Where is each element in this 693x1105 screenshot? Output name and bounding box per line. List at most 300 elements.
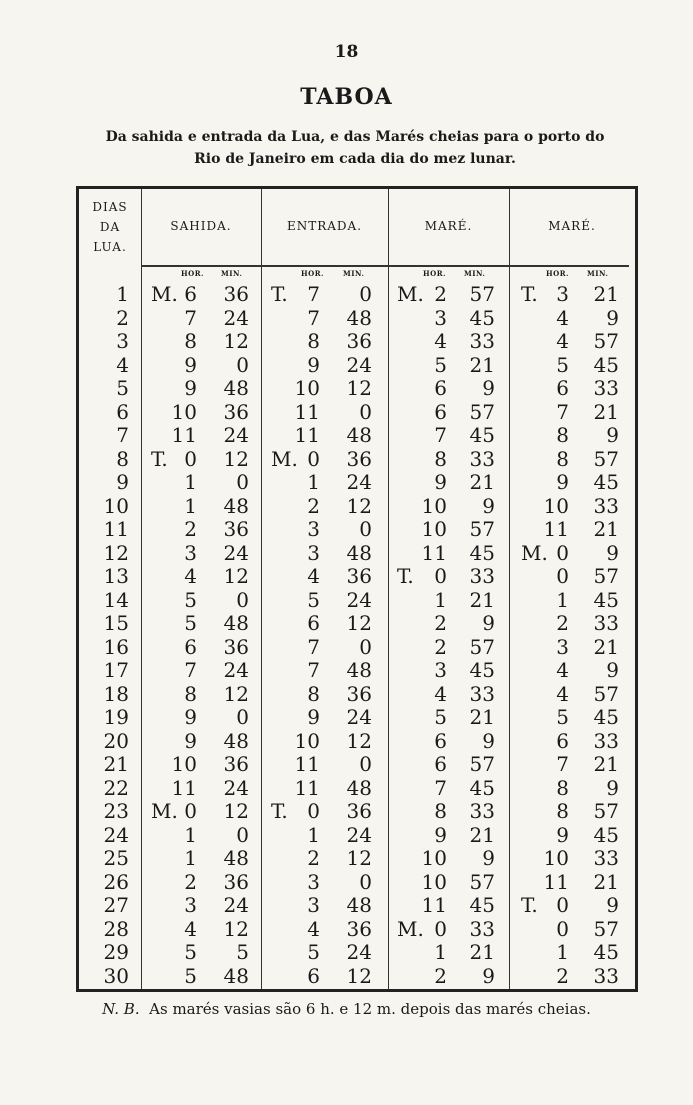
- e-hour-cell: 1: [307, 822, 320, 847]
- m1-minute-cell: 9: [482, 611, 495, 635]
- s-minute-cell: 24: [223, 540, 249, 565]
- day-cell: 30: [103, 963, 129, 988]
- m2-hour-cell: 1: [556, 940, 569, 964]
- day-cell: 19: [103, 705, 129, 729]
- m1-minute-cell: 9: [482, 728, 495, 753]
- s-hour-cell: 4: [184, 564, 197, 588]
- s-minute-cell: 0: [236, 352, 249, 377]
- m2-hour-cell: 10: [543, 493, 569, 518]
- table-row: [79, 777, 635, 800]
- e-hour-cell: 4: [307, 564, 320, 588]
- day-cell: 23: [103, 799, 129, 823]
- s-hour-cell: 1: [184, 470, 197, 494]
- s-hour-cell: 10: [171, 752, 197, 776]
- e-meridiem-cell: T.: [271, 799, 288, 823]
- m2-minute-cell: 33: [593, 963, 619, 988]
- header-mare-1: MARÉ.: [424, 219, 473, 233]
- s-minute-cell: 24: [223, 658, 249, 682]
- s-hour-cell: 0: [184, 799, 197, 823]
- m2-hour-cell: 8: [556, 775, 569, 800]
- e-minute-cell: 12: [346, 728, 372, 753]
- m2-hour-cell: 8: [556, 423, 569, 447]
- e-hour-cell: 9: [307, 352, 320, 377]
- m1-minute-cell: 45: [469, 540, 495, 565]
- m1-hour-cell: 4: [434, 681, 447, 706]
- m1-hour-cell: 7: [434, 423, 447, 447]
- s-minute-cell: 36: [223, 399, 249, 424]
- m2-hour-cell: 4: [556, 305, 569, 330]
- e-hour-cell: 1: [307, 470, 320, 494]
- m1-hour-cell: 11: [421, 893, 447, 917]
- s-hour-cell: 2: [184, 517, 197, 541]
- s-minute-cell: 24: [223, 775, 249, 800]
- m2-minute-cell: 9: [606, 540, 619, 565]
- m1-minute-cell: 45: [469, 658, 495, 682]
- e-hour-cell: 5: [307, 587, 320, 612]
- e-minute-cell: 24: [346, 352, 372, 377]
- table-row: [79, 283, 635, 306]
- page-title: TABOA: [300, 84, 393, 110]
- m2-minute-cell: 57: [593, 329, 619, 353]
- day-cell: 25: [103, 846, 129, 870]
- table-row: [79, 330, 635, 353]
- s-hour-cell: 5: [184, 611, 197, 635]
- header-dias: DIAS: [92, 200, 128, 214]
- s-hour-cell: 9: [184, 352, 197, 377]
- m2-meridiem-cell: T.: [521, 893, 538, 917]
- e-minute-cell: 36: [346, 799, 372, 823]
- e-minute-cell: 48: [346, 423, 372, 447]
- m1-meridiem-cell: M.: [397, 916, 424, 941]
- m1-hour-cell: 0: [434, 916, 447, 941]
- e-minute-cell: 0: [359, 399, 372, 424]
- m2-hour-cell: 9: [556, 470, 569, 494]
- m1-minute-cell: 33: [469, 329, 495, 353]
- e-minute-cell: 12: [346, 611, 372, 635]
- m1-hour-cell: 10: [421, 869, 447, 894]
- m1-minute-cell: 33: [469, 681, 495, 706]
- e-hour-cell: 0: [307, 799, 320, 823]
- m1-minute-cell: 45: [469, 893, 495, 917]
- m1-minute-cell: 45: [469, 305, 495, 330]
- m2-minute-cell: 9: [606, 423, 619, 447]
- subheader-hor: HOR.: [423, 269, 446, 278]
- m2-minute-cell: 21: [593, 869, 619, 894]
- table-row: [79, 377, 635, 400]
- m1-hour-cell: 3: [434, 658, 447, 682]
- table-row: [79, 401, 635, 424]
- table-row: [79, 495, 635, 518]
- m2-hour-cell: 1: [556, 587, 569, 612]
- day-cell: 14: [103, 587, 129, 612]
- m1-hour-cell: 10: [421, 517, 447, 541]
- s-hour-cell: 5: [184, 963, 197, 988]
- day-cell: 12: [103, 540, 129, 565]
- day-cell: 29: [103, 940, 129, 964]
- m1-minute-cell: 57: [469, 282, 495, 306]
- m2-minute-cell: 33: [593, 611, 619, 635]
- m1-hour-cell: 8: [434, 446, 447, 471]
- m2-hour-cell: 0: [556, 916, 569, 941]
- e-minute-cell: 24: [346, 587, 372, 612]
- e-hour-cell: 11: [294, 775, 320, 800]
- s-hour-cell: 9: [184, 705, 197, 729]
- table-row: [79, 730, 635, 753]
- m2-minute-cell: 57: [593, 564, 619, 588]
- m1-hour-cell: 1: [434, 587, 447, 612]
- m2-minute-cell: 9: [606, 658, 619, 682]
- s-minute-cell: 36: [223, 869, 249, 894]
- e-hour-cell: 8: [307, 329, 320, 353]
- m2-hour-cell: 11: [543, 869, 569, 894]
- day-cell: 10: [103, 493, 129, 518]
- e-minute-cell: 24: [346, 822, 372, 847]
- day-cell: 20: [103, 728, 129, 753]
- m1-minute-cell: 57: [469, 399, 495, 424]
- m2-minute-cell: 45: [593, 470, 619, 494]
- s-hour-cell: 3: [184, 540, 197, 565]
- s-hour-cell: 8: [184, 681, 197, 706]
- m2-hour-cell: 7: [556, 752, 569, 776]
- day-cell: 21: [103, 752, 129, 776]
- m1-hour-cell: 4: [434, 329, 447, 353]
- m1-minute-cell: 57: [469, 869, 495, 894]
- e-minute-cell: 36: [346, 916, 372, 941]
- m2-hour-cell: 7: [556, 399, 569, 424]
- day-cell: 26: [103, 869, 129, 894]
- s-hour-cell: 7: [184, 305, 197, 330]
- s-meridiem-cell: T.: [151, 446, 168, 471]
- s-minute-cell: 48: [223, 611, 249, 635]
- s-minute-cell: 24: [223, 893, 249, 917]
- s-minute-cell: 5: [236, 940, 249, 964]
- e-minute-cell: 24: [346, 470, 372, 494]
- m2-hour-cell: 0: [556, 540, 569, 565]
- m2-minute-cell: 33: [593, 846, 619, 870]
- m2-hour-cell: 9: [556, 822, 569, 847]
- e-minute-cell: 48: [346, 775, 372, 800]
- footnote: [0, 1000, 693, 1018]
- e-minute-cell: 12: [346, 376, 372, 400]
- e-hour-cell: 7: [307, 282, 320, 306]
- m2-minute-cell: 45: [593, 940, 619, 964]
- m2-minute-cell: 21: [593, 752, 619, 776]
- table-row: [79, 612, 635, 635]
- m2-minute-cell: 45: [593, 705, 619, 729]
- table-row: [79, 824, 635, 847]
- e-minute-cell: 48: [346, 658, 372, 682]
- e-minute-cell: 36: [346, 446, 372, 471]
- m2-minute-cell: 21: [593, 517, 619, 541]
- day-cell: 7: [116, 423, 129, 447]
- m2-hour-cell: 6: [556, 376, 569, 400]
- m2-hour-cell: 4: [556, 681, 569, 706]
- e-meridiem-cell: M.: [271, 446, 298, 471]
- e-hour-cell: 8: [307, 681, 320, 706]
- m2-minute-cell: 33: [593, 728, 619, 753]
- m2-hour-cell: 5: [556, 352, 569, 377]
- table-row: [79, 894, 635, 917]
- m2-hour-cell: 8: [556, 446, 569, 471]
- table-row: [79, 424, 635, 447]
- e-minute-cell: 0: [359, 282, 372, 306]
- m1-minute-cell: 57: [469, 752, 495, 776]
- m1-hour-cell: 6: [434, 728, 447, 753]
- table-row: [79, 542, 635, 565]
- m2-hour-cell: 11: [543, 517, 569, 541]
- e-minute-cell: 0: [359, 517, 372, 541]
- m1-minute-cell: 9: [482, 376, 495, 400]
- m1-hour-cell: 8: [434, 799, 447, 823]
- table-row: [79, 871, 635, 894]
- m2-minute-cell: 57: [593, 681, 619, 706]
- day-cell: 28: [103, 916, 129, 941]
- m1-minute-cell: 9: [482, 493, 495, 518]
- e-minute-cell: 48: [346, 893, 372, 917]
- s-minute-cell: 0: [236, 587, 249, 612]
- day-cell: 17: [103, 658, 129, 682]
- m1-hour-cell: 2: [434, 282, 447, 306]
- m2-minute-cell: 9: [606, 305, 619, 330]
- m2-hour-cell: 0: [556, 893, 569, 917]
- m1-meridiem-cell: M.: [397, 282, 424, 306]
- s-minute-cell: 36: [223, 282, 249, 306]
- s-minute-cell: 48: [223, 846, 249, 870]
- e-hour-cell: 4: [307, 916, 320, 941]
- table-row: [79, 753, 635, 776]
- s-minute-cell: 24: [223, 305, 249, 330]
- m2-hour-cell: 0: [556, 564, 569, 588]
- m2-minute-cell: 21: [593, 634, 619, 659]
- s-minute-cell: 12: [223, 446, 249, 471]
- m1-hour-cell: 9: [434, 822, 447, 847]
- table-row: [79, 471, 635, 494]
- e-hour-cell: 6: [307, 611, 320, 635]
- s-hour-cell: 8: [184, 329, 197, 353]
- e-minute-cell: 36: [346, 681, 372, 706]
- s-hour-cell: 1: [184, 822, 197, 847]
- m1-minute-cell: 57: [469, 634, 495, 659]
- day-cell: 8: [116, 446, 129, 471]
- s-minute-cell: 0: [236, 470, 249, 494]
- s-minute-cell: 48: [223, 963, 249, 988]
- day-cell: 18: [103, 681, 129, 706]
- m2-minute-cell: 57: [593, 446, 619, 471]
- m1-hour-cell: 11: [421, 540, 447, 565]
- day-cell: 3: [116, 329, 129, 353]
- m2-hour-cell: 2: [556, 963, 569, 988]
- s-minute-cell: 24: [223, 423, 249, 447]
- tide-table: [76, 186, 638, 992]
- m2-minute-cell: 45: [593, 587, 619, 612]
- footnote-prefix: N. B.: [102, 1000, 140, 1018]
- m1-minute-cell: 21: [469, 822, 495, 847]
- m2-minute-cell: 57: [593, 916, 619, 941]
- m1-hour-cell: 7: [434, 775, 447, 800]
- e-minute-cell: 36: [346, 564, 372, 588]
- m2-minute-cell: 33: [593, 493, 619, 518]
- footnote-text: As marés vasias são 6 h. e 12 m. depois das marés cheias.: [149, 1000, 591, 1018]
- m2-hour-cell: 4: [556, 658, 569, 682]
- e-hour-cell: 6: [307, 963, 320, 988]
- s-hour-cell: 10: [171, 399, 197, 424]
- s-hour-cell: 1: [184, 493, 197, 518]
- subheader-hor: HOR.: [546, 269, 569, 278]
- s-hour-cell: 9: [184, 376, 197, 400]
- e-hour-cell: 10: [294, 376, 320, 400]
- s-minute-cell: 0: [236, 705, 249, 729]
- day-cell: 1: [116, 282, 129, 306]
- s-hour-cell: 2: [184, 869, 197, 894]
- subheader-min: MIN.: [464, 269, 486, 278]
- header-da: DA: [99, 220, 121, 234]
- s-hour-cell: 1: [184, 846, 197, 870]
- s-hour-cell: 0: [184, 446, 197, 471]
- e-hour-cell: 7: [307, 658, 320, 682]
- table-row: [79, 941, 635, 964]
- m2-minute-cell: 57: [593, 799, 619, 823]
- s-hour-cell: 4: [184, 916, 197, 941]
- s-minute-cell: 48: [223, 376, 249, 400]
- e-hour-cell: 3: [307, 893, 320, 917]
- m2-hour-cell: 3: [556, 282, 569, 306]
- header-mare-2: MARÉ.: [548, 219, 596, 233]
- s-minute-cell: 36: [223, 752, 249, 776]
- m1-meridiem-cell: T.: [397, 564, 414, 588]
- e-minute-cell: 0: [359, 869, 372, 894]
- e-hour-cell: 0: [307, 446, 320, 471]
- m1-minute-cell: 57: [469, 517, 495, 541]
- m1-hour-cell: 3: [434, 305, 447, 330]
- s-hour-cell: 6: [184, 282, 197, 306]
- m2-minute-cell: 9: [606, 775, 619, 800]
- table-row: [79, 965, 635, 988]
- subheader-min: MIN.: [221, 269, 243, 278]
- table-row: [79, 354, 635, 377]
- m1-hour-cell: 0: [434, 564, 447, 588]
- m1-hour-cell: 6: [434, 399, 447, 424]
- header-sahida: SAHIDA.: [170, 219, 232, 233]
- day-cell: 2: [116, 305, 129, 330]
- table-row: [79, 800, 635, 823]
- m1-hour-cell: 2: [434, 634, 447, 659]
- subheader-min: MIN.: [343, 269, 365, 278]
- e-hour-cell: 2: [307, 846, 320, 870]
- day-cell: 9: [116, 470, 129, 494]
- s-minute-cell: 12: [223, 329, 249, 353]
- s-hour-cell: 5: [184, 940, 197, 964]
- day-cell: 24: [103, 822, 129, 847]
- table-row: [79, 706, 635, 729]
- e-hour-cell: 7: [307, 305, 320, 330]
- table-row: [79, 565, 635, 588]
- m2-hour-cell: 10: [543, 846, 569, 870]
- s-minute-cell: 36: [223, 634, 249, 659]
- page-number: 18: [334, 42, 359, 62]
- table-row: [79, 589, 635, 612]
- e-minute-cell: 36: [346, 329, 372, 353]
- day-cell: 4: [116, 352, 129, 377]
- m1-minute-cell: 33: [469, 799, 495, 823]
- e-hour-cell: 11: [294, 752, 320, 776]
- day-cell: 6: [116, 399, 129, 424]
- day-cell: 11: [103, 517, 129, 541]
- m1-minute-cell: 45: [469, 423, 495, 447]
- m2-hour-cell: 3: [556, 634, 569, 659]
- table-row: [79, 683, 635, 706]
- table-row: [79, 847, 635, 870]
- s-minute-cell: 36: [223, 517, 249, 541]
- table-row: [79, 518, 635, 541]
- s-meridiem-cell: M.: [151, 799, 178, 823]
- e-minute-cell: 12: [346, 963, 372, 988]
- m1-hour-cell: 9: [434, 470, 447, 494]
- header-entrada: ENTRADA.: [286, 219, 363, 233]
- s-hour-cell: 6: [184, 634, 197, 659]
- s-minute-cell: 12: [223, 799, 249, 823]
- day-cell: 27: [103, 893, 129, 917]
- m2-minute-cell: 21: [593, 399, 619, 424]
- e-hour-cell: 11: [294, 399, 320, 424]
- m1-hour-cell: 6: [434, 376, 447, 400]
- m2-hour-cell: 5: [556, 705, 569, 729]
- subheader-min: MIN.: [587, 269, 609, 278]
- subtitle-line-1: Da sahida e entrada da Lua, e das Marés cheias para o porto do: [105, 129, 605, 145]
- s-hour-cell: 11: [171, 423, 197, 447]
- e-hour-cell: 10: [294, 728, 320, 753]
- e-minute-cell: 48: [346, 305, 372, 330]
- m2-minute-cell: 21: [593, 282, 619, 306]
- header-dias-da-lua: [79, 197, 141, 257]
- m2-minute-cell: 9: [606, 893, 619, 917]
- m1-hour-cell: 1: [434, 940, 447, 964]
- e-hour-cell: 3: [307, 517, 320, 541]
- s-minute-cell: 48: [223, 728, 249, 753]
- m1-minute-cell: 33: [469, 564, 495, 588]
- table-row: [79, 659, 635, 682]
- m1-hour-cell: 5: [434, 352, 447, 377]
- m1-minute-cell: 33: [469, 916, 495, 941]
- m1-minute-cell: 9: [482, 963, 495, 988]
- m1-minute-cell: 21: [469, 940, 495, 964]
- e-minute-cell: 48: [346, 540, 372, 565]
- table-row: [79, 448, 635, 471]
- subheader-hor: HOR.: [301, 269, 324, 278]
- e-minute-cell: 0: [359, 634, 372, 659]
- s-hour-cell: 3: [184, 893, 197, 917]
- m1-minute-cell: 21: [469, 352, 495, 377]
- m2-minute-cell: 45: [593, 822, 619, 847]
- s-minute-cell: 12: [223, 916, 249, 941]
- table-row: [79, 307, 635, 330]
- s-hour-cell: 5: [184, 587, 197, 612]
- m1-hour-cell: 2: [434, 611, 447, 635]
- e-minute-cell: 24: [346, 940, 372, 964]
- m1-minute-cell: 9: [482, 846, 495, 870]
- m2-minute-cell: 33: [593, 376, 619, 400]
- m1-minute-cell: 33: [469, 446, 495, 471]
- e-meridiem-cell: T.: [271, 282, 288, 306]
- e-hour-cell: 5: [307, 940, 320, 964]
- e-hour-cell: 3: [307, 869, 320, 894]
- e-hour-cell: 3: [307, 540, 320, 565]
- s-hour-cell: 11: [171, 775, 197, 800]
- s-meridiem-cell: M.: [151, 282, 178, 306]
- table-row: [79, 918, 635, 941]
- table-row: [79, 636, 635, 659]
- e-hour-cell: 9: [307, 705, 320, 729]
- day-cell: 15: [103, 611, 129, 635]
